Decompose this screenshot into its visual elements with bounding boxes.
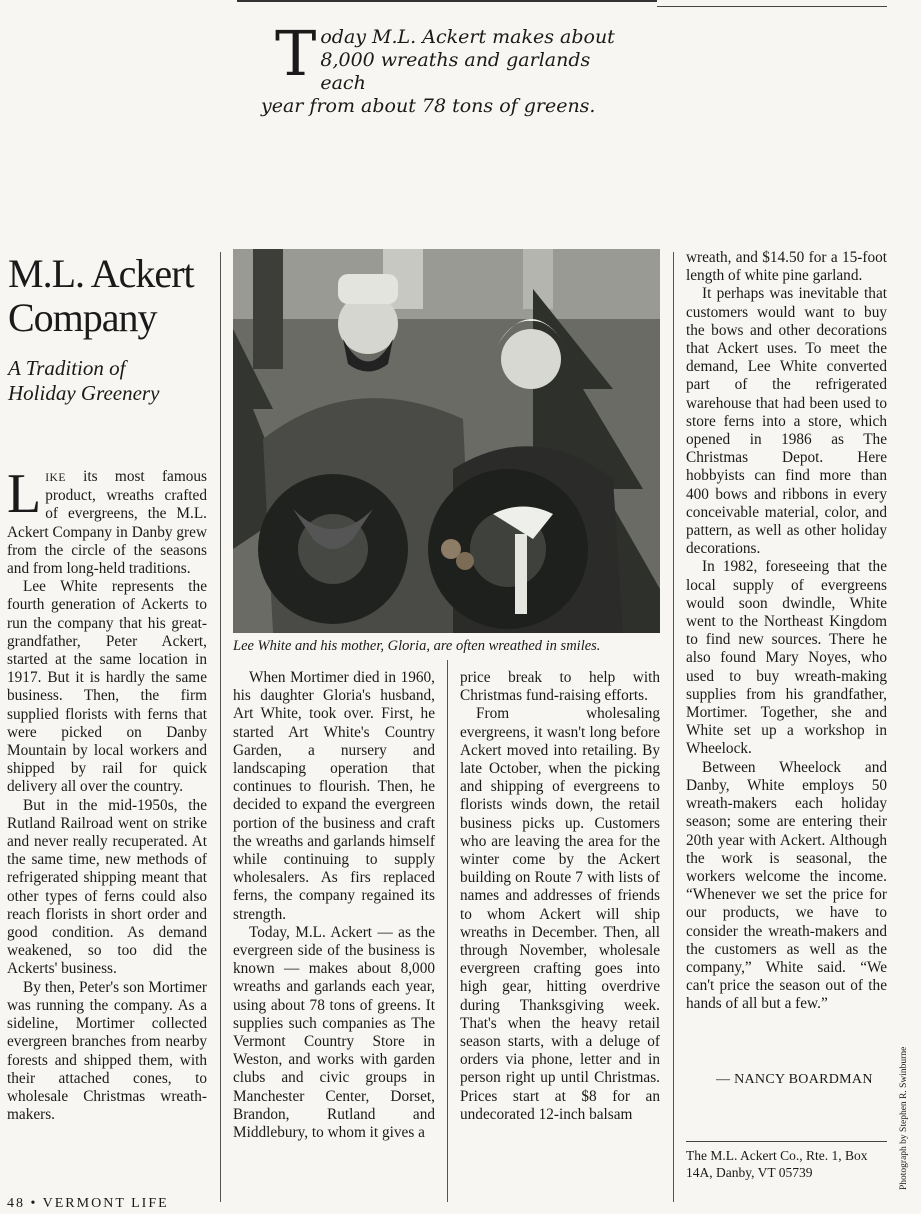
column-1-paragraph-1 [7, 463, 207, 578]
column-3-paragraph-2: From wholesaling evergreens, it wasn't long before Ackert moved into retailing. By late October, when the picking and shipping of evergreens to florists winds down, the retail business picks up. Customers who are leaving the area for the winter come by the Ackert building on Route 7 with lists of names and addresses of friends to whom Ackert will ship wreaths in December. Then, all through November, wholesale evergreen crafting goes into high gear, hitting overdrive during Thanksgiving week. That's when the heavy retail season starts, with a deluge of orders via phone, letter and in person right up until Christmas. Prices start at $8 for an undecorated 12-inch balsam [460, 705, 660, 1123]
pull-quote-line-2: 8,000 wreaths and garlands each [320, 49, 591, 94]
small-caps-lead: IKE [45, 472, 66, 484]
subhead-line-1: A Tradition of [8, 356, 126, 380]
column-2-paragraph-1: When Mortimer died in 1960, his daughter Gloria's husband, Art White, took over. First, he started Art White's Country Garden, a nursery and landscaping operation that continues to flourish. Then, he decided to expand the evergreen portion of the business and craft the wreaths and garlands himself while continuing to supply wholesalers. As firs replaced ferns, the company regained its strength. [233, 669, 435, 923]
author-byline: — NANCY BOARDMAN [716, 1072, 873, 1087]
column-1-paragraph-3: But in the mid-1950s, the Rutland Railroad went on strike and never really recuperated. At the same time, new methods of refrigerated shipping meant that other types of ferns could also reach florists in short order and good condition. As demand weakened, so too did the Ackerts' business. [7, 796, 207, 978]
pull-quote-line-1: oday M.L. Ackert makes about [320, 26, 615, 48]
address-rule [686, 1141, 887, 1142]
top-rule-right [657, 6, 887, 7]
photo-credit: Photograph by Stephen R. Swinburne [899, 1046, 909, 1190]
column-1-paragraph-1-text: its most famous product, wreaths crafted of evergreens, the M.L. Ackert Company in Danby grew from the circle of the seasons and from long-held traditions. [7, 468, 207, 578]
article-headline [8, 252, 213, 340]
photo-caption: Lee White and his mother, Gloria, are often wreathed in smiles. [233, 638, 601, 654]
headline-line-2: Company [8, 295, 157, 340]
page-folio: 48 • VERMONT LIFE [7, 1196, 169, 1211]
article-photo [233, 249, 660, 633]
column-1-paragraph-4: By then, Peter's son Mortimer was running the company. As a sideline, Mortimer collected evergreen branches from nearby forests and shipped them, with their attached cones, to wholesale Christmas wreath-makers. [7, 978, 207, 1124]
article-column-3 [460, 669, 660, 1124]
pull-quote [261, 17, 635, 118]
article-column-1 [7, 463, 207, 1124]
pull-quote-line-3: year from about 78 tons of greens. [261, 95, 596, 117]
column-rule-2 [447, 660, 448, 1202]
pull-quote-drop-cap: T [275, 17, 317, 90]
column-1-paragraph-2: Lee White represents the fourth generation of Ackerts to run the company that his great-grandfather, Peter Ackert, started at the same location in 1917. But it is hardly the same business. Then, the firm supplied florists with ferns that were picked on Danby Mountain by local workers and shipped by rail for quick delivery all over the country. [7, 578, 207, 796]
column-4-paragraph-4: Between Wheelock and Danby, White employs 50 wreath-makers each holiday season; some are entering their 20th year with Ackert. Although the work is seasonal, the workers welcome the income. “Whenever we set the price for our products, we have to consider the wreath-makers and the customers as well as the company,” White said. “We can't price the season out of the hands of all but a few.” [686, 758, 887, 1013]
photo-illustration [233, 249, 660, 633]
subhead-line-2: Holiday Greenery [8, 381, 160, 405]
column-4-paragraph-2: It perhaps was inevitable that customers would want to buy the bows and other decorations that Ackert uses. To meet the demand, Lee White converted part of the refrigerated warehouse that had been used to store ferns into a store, which opened in 1986 as The Christmas Depot. Here hobbyists can find more than 400 bows and ribbons in every conceivable material, color, and pattern, as well as other holiday decorations. [686, 285, 887, 558]
drop-cap: L [7, 463, 42, 525]
article-column-4 [686, 249, 887, 1014]
headline-line-1: M.L. Ackert [8, 251, 194, 296]
column-rule-3 [673, 252, 674, 1202]
column-2-paragraph-2: Today, M.L. Ackert — as the evergreen side of the business is known — makes about 8,000 wreaths and garlands each year, using about 78 tons of greens. It supplies such companies as The Vermont Country Store in Weston, and works with garden clubs and civic groups in Manchester Center, Dorset, Brandon, Rutland and Middlebury, to whom it gives a [233, 923, 435, 1142]
top-rule [237, 0, 657, 2]
column-4-paragraph-3: In 1982, foreseeing that the local supply of evergreens would soon dwindle, White went to the Northeast Kingdom to find new sources. There he also found Mary Noyes, who used to buy wreath-making supplies from his grandfather, Mortimer. Together, she and White set up a workshop in Wheelock. [686, 558, 887, 758]
company-address: The M.L. Ackert Co., Rte. 1, Box 14A, Danby, VT 05739 [686, 1148, 868, 1180]
column-3-paragraph-1: price break to help with Christmas fund-raising efforts. [460, 669, 660, 705]
article-column-2 [233, 669, 435, 1142]
column-4-paragraph-1: wreath, and $14.50 for a 15-foot length of white pine garland. [686, 249, 887, 285]
article-subhead [8, 356, 213, 406]
column-rule-1 [220, 252, 221, 1202]
